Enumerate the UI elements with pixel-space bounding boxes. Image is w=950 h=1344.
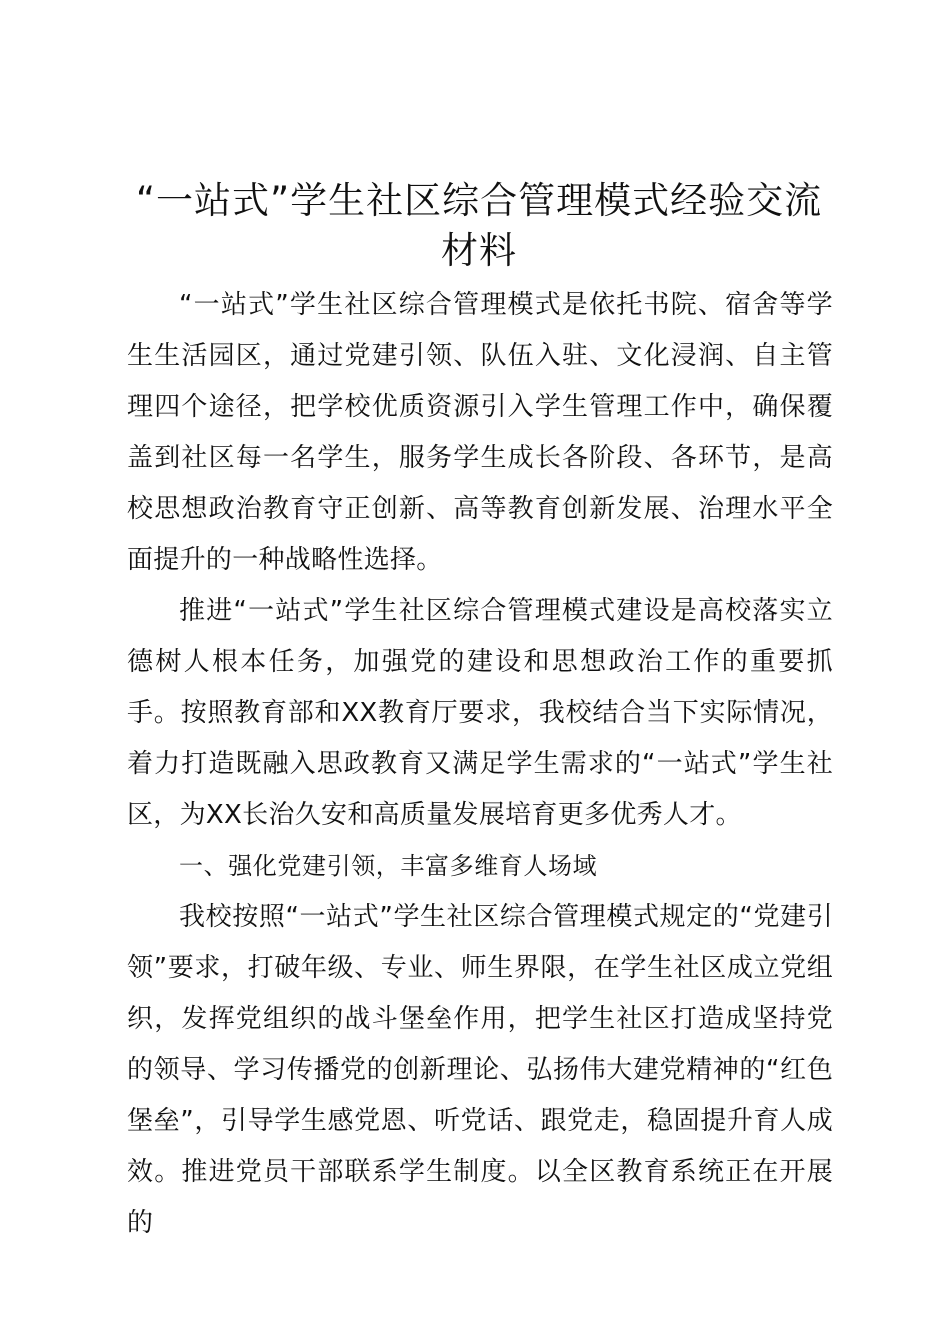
- intro-paragraph: “一站式”学生社区综合管理模式是依托书院、宿舍等学生生活园区，通过党建引领、队伍入驻、文化浸润、自主管理四个途径，把学校优质资源引入学生管理工作中，确保覆盖到社区每一名学生，服务学生成长各阶段、各环节，是高校思想政治教育守正创新、高等教育创新发展、治理水平全面提升的一种战略性选择。: [127, 290, 833, 575]
- document-body: [127, 280, 833, 1249]
- section-heading: 一、强化党建引领，丰富多维育人场域: [179, 852, 598, 880]
- section-paragraph: 我校按照“一站式”学生社区综合管理模式规定的“党建引领”要求，打破年级、专业、师生界限，在学生社区成立党组织，发挥党组织的战斗堡垒作用，把学生社区打造成坚持党的领导、学习传播党的创新理论、弘扬伟大建党精神的“红色堡垒”，引导学生感党恩、听党话、跟党走，稳固提升育人成效。推进党员干部联系学生制度。以全区教育系统正在开展的: [127, 902, 833, 1238]
- background-paragraph: 推进“一站式”学生社区综合管理模式建设是高校落实立德树人根本任务，加强党的建设和思想政治工作的重要抓手。按照教育部和XX教育厅要求，我校结合当下实际情况，着力打造既融入思政教育又满足学生需求的“一站式”学生社区，为XX长治久安和高质量发展培育更多优秀人才。: [127, 596, 833, 830]
- document-title: “一站式”学生社区综合管理模式经验交流材料: [135, 179, 823, 272]
